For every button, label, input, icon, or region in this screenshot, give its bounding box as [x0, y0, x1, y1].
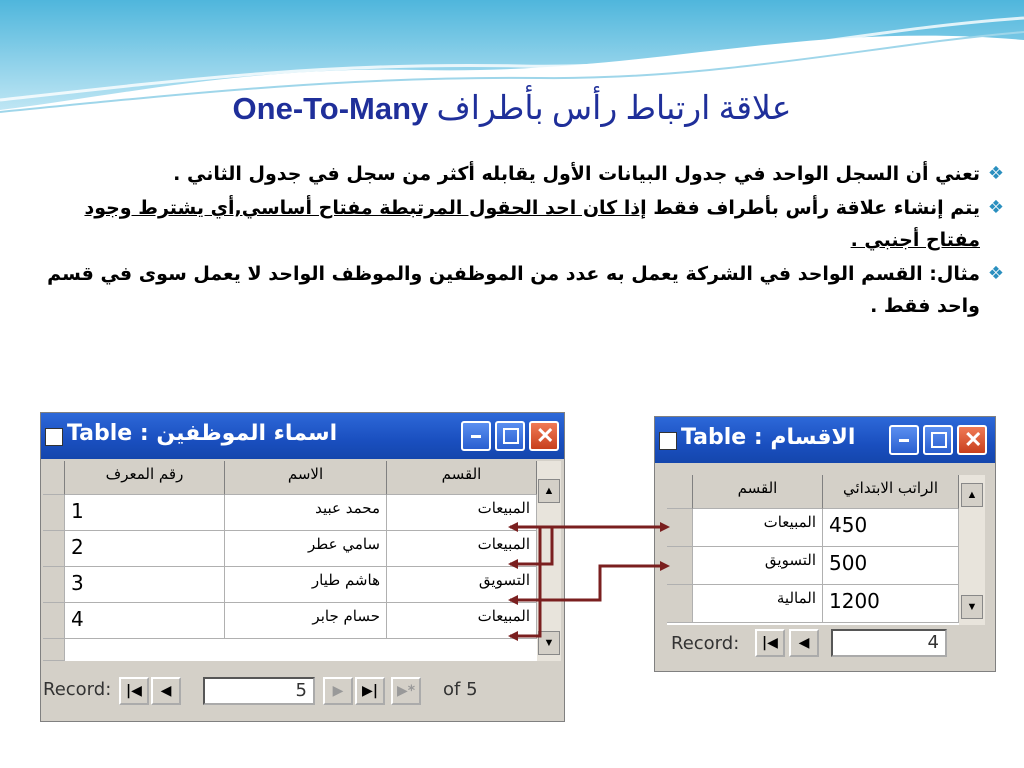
column-header-starting-salary[interactable]: الراتب الابتدائي: [823, 475, 959, 509]
table-cell-name[interactable]: محمد عبيد: [225, 495, 387, 531]
column-header-department[interactable]: القسم: [387, 461, 537, 495]
table-cell-name[interactable]: هاشم طيار: [225, 567, 387, 603]
previous-record-button[interactable]: ◀: [151, 677, 181, 705]
table-cell-department[interactable]: المالية: [693, 585, 823, 623]
arrowhead: [508, 631, 518, 641]
record-label: Record:: [43, 679, 112, 700]
table-cell-salary[interactable]: 1200: [823, 585, 959, 623]
table-cell-department[interactable]: المبيعات: [387, 603, 537, 639]
record-count-label: of 5: [443, 679, 478, 700]
table-cell-id[interactable]: 4: [65, 603, 225, 639]
table-cell-id[interactable]: 3: [65, 567, 225, 603]
diamond-bullet-icon: ❖: [987, 197, 1004, 218]
table-cell-id[interactable]: 2: [65, 531, 225, 567]
link-line-sales-2: [510, 527, 552, 564]
scroll-down-button[interactable]: ▼: [961, 595, 983, 619]
bullet-text-2a: يتم إنشاء علاقة رأس بأطراف فقط: [646, 197, 980, 219]
close-button[interactable]: ✕: [957, 425, 987, 455]
slide-title-arabic: علاقة ارتباط رأس بأطراف: [436, 91, 792, 127]
new-record-button[interactable]: ▶*: [391, 677, 421, 705]
diamond-bullet-icon: ❖: [987, 263, 1004, 284]
close-button[interactable]: ✕: [529, 421, 559, 451]
slide-title-english: One-To-Many: [232, 91, 429, 126]
column-header-department[interactable]: القسم: [693, 475, 823, 509]
table-cell-salary[interactable]: 450: [823, 509, 959, 547]
scroll-up-button[interactable]: ▲: [538, 479, 560, 503]
column-header-id[interactable]: رقم المعرف: [65, 461, 225, 495]
bullet-text-3: مثال: القسم الواحد في الشركة يعمل به عدد من الموظفين والموظف الواحد لا يعمل سوى في قسم واحد فقط .: [47, 263, 980, 317]
table-cell-department[interactable]: المبيعات: [387, 531, 537, 567]
table-cell-department[interactable]: التسويق: [693, 547, 823, 585]
scroll-up-button[interactable]: ▲: [961, 483, 983, 507]
first-record-button[interactable]: |◀: [119, 677, 149, 705]
record-number-field[interactable]: 5: [203, 677, 315, 705]
column-header-name[interactable]: الاسم: [225, 461, 387, 495]
first-record-button[interactable]: |◀: [755, 629, 785, 657]
last-record-button[interactable]: ▶|: [355, 677, 385, 705]
link-line-marketing: [510, 566, 666, 600]
next-record-button[interactable]: ▶: [323, 677, 353, 705]
scroll-down-button[interactable]: ▼: [538, 631, 560, 655]
table-cell-department[interactable]: المبيعات: [693, 509, 823, 547]
table-cell-name[interactable]: سامي عطر: [225, 531, 387, 567]
record-number-field[interactable]: 4: [831, 629, 947, 657]
previous-record-button[interactable]: ◀: [789, 629, 819, 657]
arrowhead: [508, 522, 518, 532]
arrowhead: [660, 522, 670, 532]
table-cell-department[interactable]: التسويق: [387, 567, 537, 603]
arrowhead: [508, 595, 518, 605]
arrowhead: [660, 561, 670, 571]
diamond-bullet-icon: ❖: [987, 163, 1004, 184]
link-line-sales-3: [510, 527, 540, 636]
table-cell-id[interactable]: 1: [65, 495, 225, 531]
record-label: Record:: [671, 633, 740, 654]
bullet-text-2-underlined: إذا كان احد الحقول المرتبطة مفتاح أساسي,أي يشترط وجود مفتاح أجنبي .: [84, 197, 980, 251]
employees-window-title: Table : اسماء الموظفين: [67, 421, 338, 446]
arrowhead: [508, 559, 518, 569]
bullet-text-1: تعني أن السجل الواحد في جدول البيانات الأول يقابله أكثر من سجل في جدول الثاني .: [173, 163, 980, 185]
departments-window-title: Table : الاقسام: [681, 425, 856, 450]
table-cell-name[interactable]: حسام جابر: [225, 603, 387, 639]
table-cell-department[interactable]: المبيعات: [387, 495, 537, 531]
table-cell-salary[interactable]: 500: [823, 547, 959, 585]
